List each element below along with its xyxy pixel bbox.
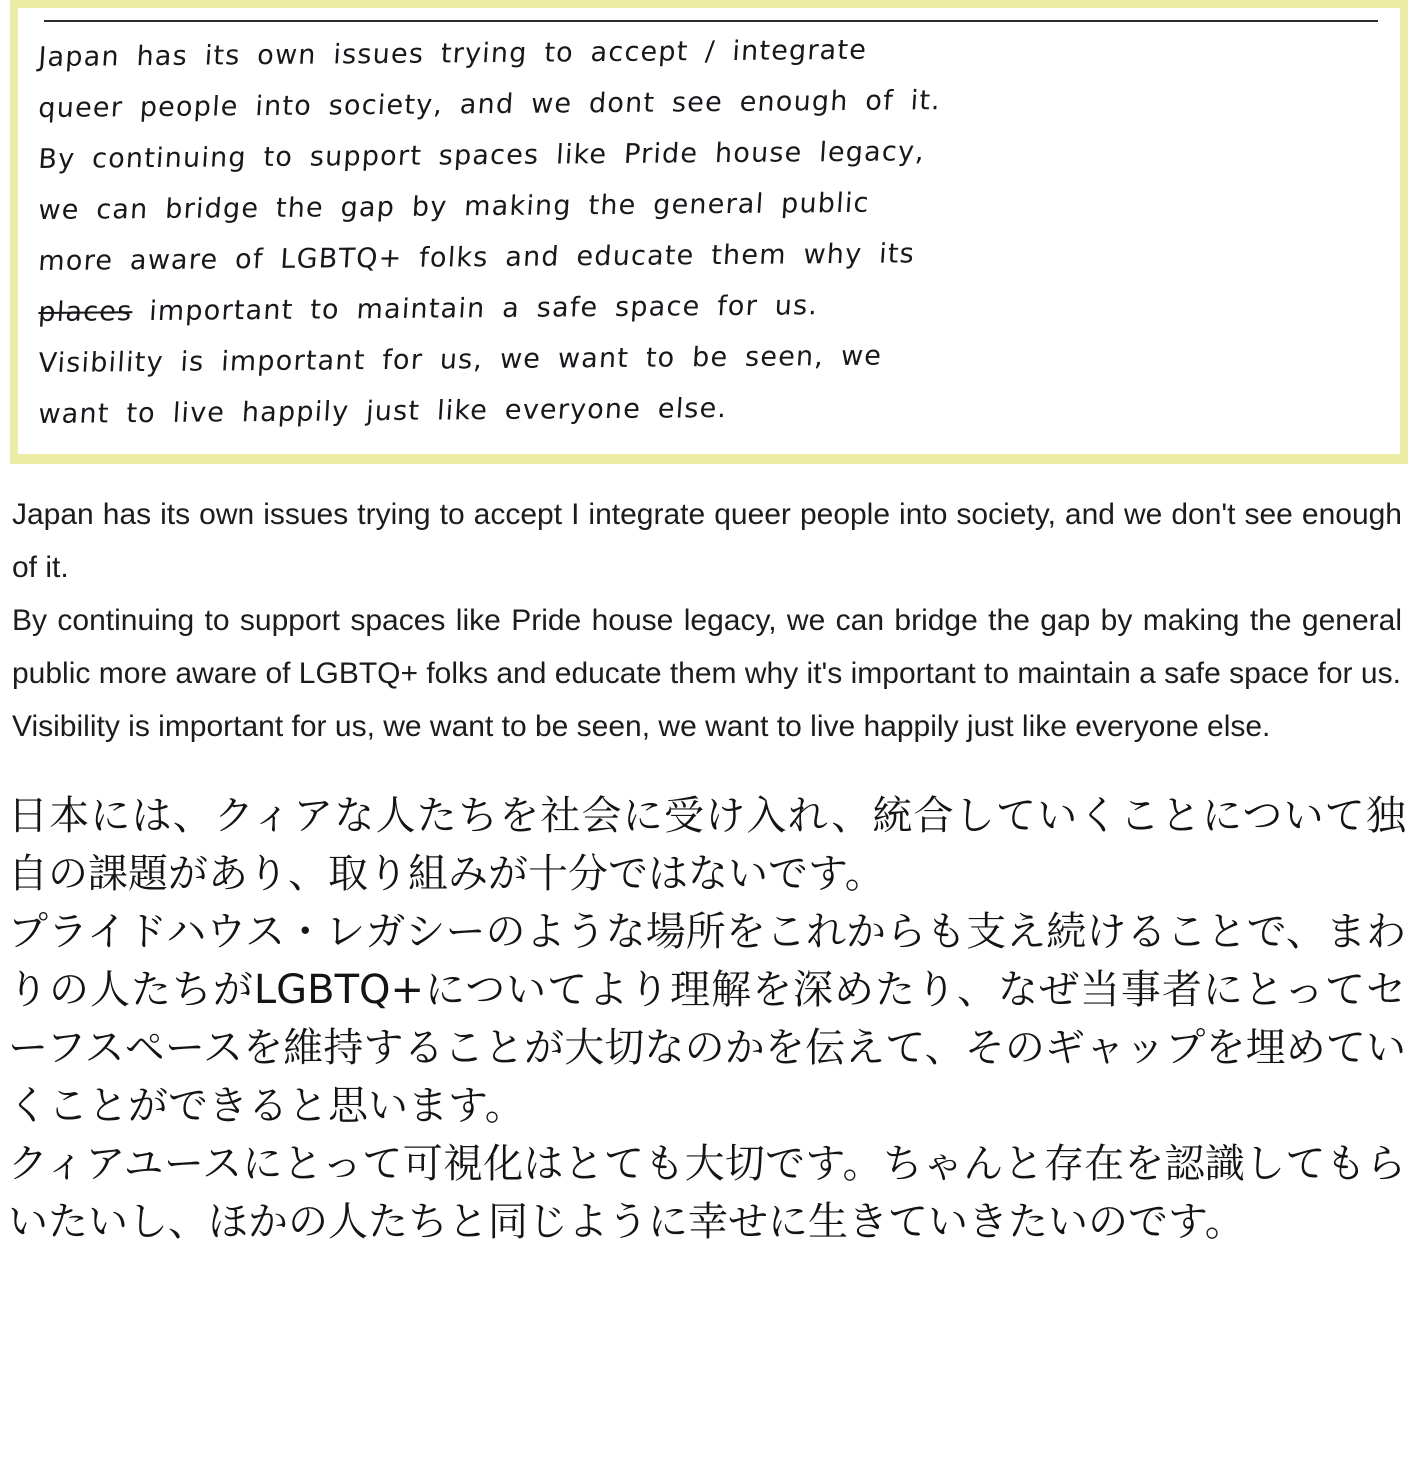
english-transcription	[12, 488, 1402, 753]
handwriting-line-7: Visibility is important for us, we want to be seen, we	[37, 340, 884, 379]
japanese-translation	[8, 787, 1406, 1251]
handwriting-line-1: Japan has its own issues trying to accept / integrate	[37, 34, 869, 73]
handwriting-card	[10, 0, 1408, 464]
handwriting-paper	[18, 8, 1400, 454]
japanese-paragraph-2: プライドハウス・レガシーのような場所をこれからも支え続けることで、まわりの人たちがLGBTQ+についてより理解を深めたり、なぜ当事者にとってセーフスペースを維持することが大切なのかを伝えて、そのギャップを埋めていくことができると思います。	[8, 909, 1406, 1129]
handwriting-line-8: want to live happily just like everyone else.	[37, 392, 729, 430]
handwriting-line-6-text: important to maintain a safe space for us.	[148, 290, 820, 328]
english-paragraph-1: Japan has its own issues trying to accept I integrate queer people into society, and we don't see enough of it.	[12, 498, 1402, 584]
japanese-paragraph-3: クィアユースにとって可視化はとても大切です。ちゃんと存在を認識してもらいたいし、ほかの人たちと同じように幸せに生きていきたいのです。	[8, 1141, 1406, 1245]
japanese-paragraph-1: 日本には、クィアな人たちを社会に受け入れ、統合していくことについて独自の課題があり、取り組みが十分ではないです。	[8, 793, 1406, 897]
english-paragraph-2: By continuing to support spaces like Pride house legacy, we can bridge the gap by making the general public more aware of LGBTQ+ folks and educate them why it's important to maintain a safe space for us.	[12, 604, 1402, 690]
handwriting-line-3: By continuing to support spaces like Pride house legacy,	[37, 136, 926, 175]
handwriting-line-2: queer people into society, and we dont see enough of it.	[37, 85, 942, 124]
struck-out-word: places	[37, 296, 134, 328]
handwriting-line-5: more aware of LGBTQ+ folks and educate them why its	[37, 238, 916, 277]
english-paragraph-3: Visibility is important for us, we want to be seen, we want to live happily just like everyone else.	[12, 710, 1271, 743]
handwriting-line-4: we can bridge the gap by making the general public	[37, 187, 871, 226]
